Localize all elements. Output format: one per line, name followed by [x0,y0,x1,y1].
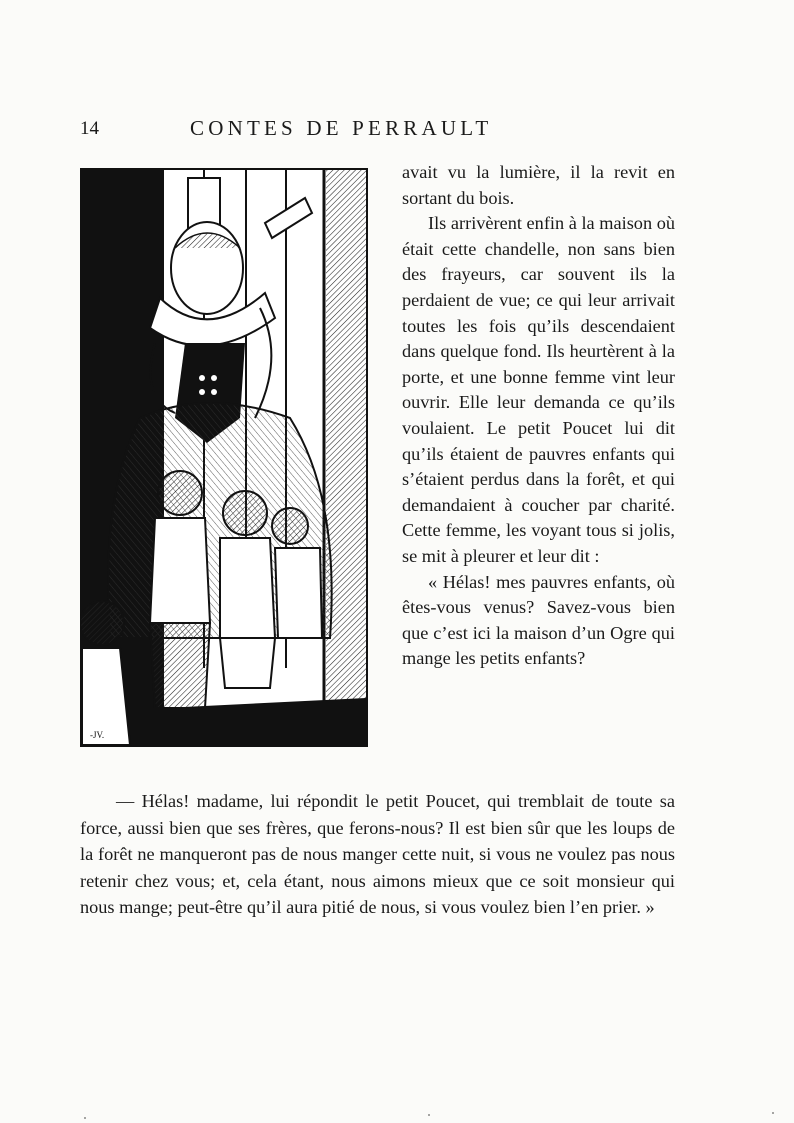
page-number: 14 [80,118,99,139]
paper-speck [428,1114,430,1116]
paper-speck [772,1112,774,1114]
paragraph-2: Ils arrivèrent enfin à la maison où était cette chandelle, non sans bien des frayeurs, car souvent ils la perdaient de vue; ce qui leur arrivait toutes les fois qu’ils descendaient dans quelque fond. Ils heurtèrent à la porte, et une bonne femme vint leur ouvrir. Elle leur demanda ce qu’ils voulaient. Le petit Poucet lui dit qu’ils étaient de pauvres enfants qui s’étaient perdus dans la forêt, et qui demandaient à coucher par charité. Cette femme, les voyant tous si jolis, se mit à pleurer et leur dit : [402,213,675,566]
paragraph-1: avait vu la lumière, il la revit en sortant du bois. [402,162,675,208]
paragraph-3: « Hélas! mes pauvres enfants, où êtes-vous venus? Savez-vous bien que c’est ici la maison d’un Ogre qui mange les petits enfants? [402,571,675,669]
text-full-width [80,788,675,921]
illustrator-signature: -JV. [90,730,105,740]
paper-speck [84,1117,86,1119]
illustration-ogress-and-children [80,168,368,747]
paragraph-4: — Hélas! madame, lui répondit le petit Poucet, qui tremblait de toute sa force, aussi bien que ses frères, que ferons-nous? Il est bien sûr que les loups de la forêt ne manqueront pas de nous manger cette nuit, si vous ne voulez pas nous retenir chez vous; et, cela étant, nous aimons mieux que ce soit monsieur qui nous mange; peut-être qu’il aura pitié de nous, si vous voulez bien l’en prier. » [80,791,675,917]
text-column [402,160,675,672]
running-title: CONTES DE PERRAULT [190,116,493,140]
